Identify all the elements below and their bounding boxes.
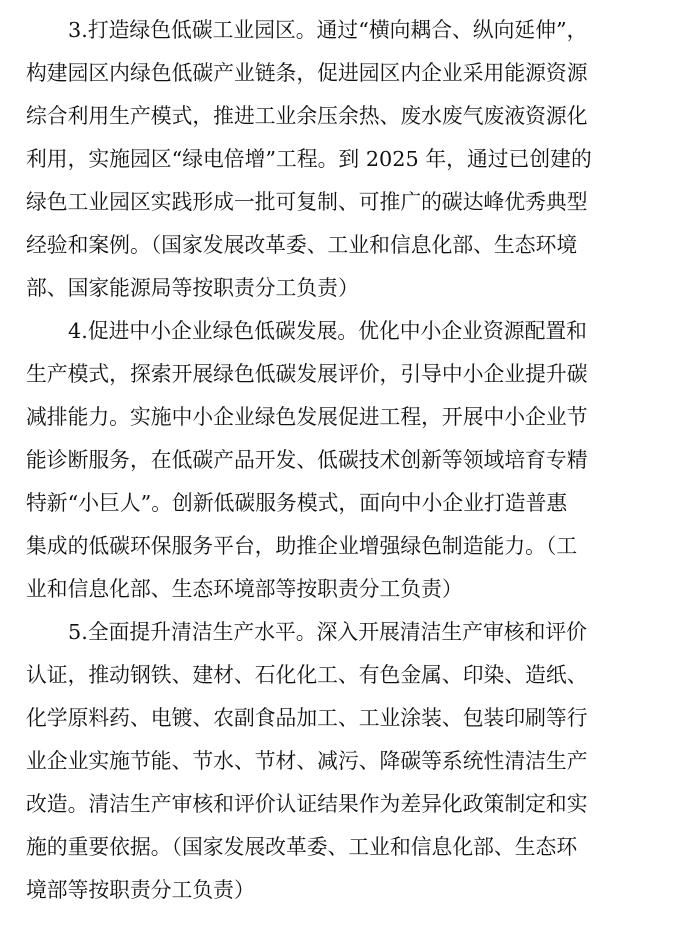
paragraph-2-line-3: 减排能力。实施中小企业绿色发展促进工程，开展中小企业节 (26, 405, 588, 429)
paragraph-3-line-2: 认证，推动钢铁、建材、石化化工、有色金属、印染、造纸、 (26, 663, 588, 687)
paragraph-2-line-5: 特新“小巨人”。创新低碳服务模式，面向中小企业打造普惠 (26, 491, 568, 515)
paragraph-2-line-1: 4.促进中小企业绿色低碳发展。优化中小企业资源配置和 (68, 319, 587, 343)
paragraph-3-line-1: 5.全面提升清洁生产水平。深入开展清洁生产审核和评价 (68, 620, 587, 644)
paragraph-1-line-1: 3.打造绿色低碳工业园区。通过“横向耦合、纵向延伸”， (68, 18, 588, 42)
paragraph-1-line-3: 综合利用生产模式，推进工业余压余热、废水废气废液资源化 (26, 104, 588, 128)
paragraph-1-line-7: 部、国家能源局等按职责分工负责） (26, 276, 359, 300)
paragraph-3-line-7: 境部等按职责分工负责） (26, 878, 255, 902)
paragraph-2-line-2: 生产模式，探索开展绿色低碳发展评价，引导中小企业提升碳 (26, 362, 588, 386)
paragraph-1-line-4: 利用，实施园区“绿电倍增”工程。到 2025 年，通过已创建的 (26, 147, 592, 171)
paragraph-3-line-4: 业企业实施节能、节水、节材、减污、降碳等系统性清洁生产 (26, 749, 588, 773)
paragraph-2-line-6: 集成的低碳环保服务平台，助推企业增强绿色制造能力。（工 (26, 534, 578, 558)
paragraph-3-line-6: 施的重要依据。（国家发展改革委、工业和信息化部、生态环 (26, 835, 578, 859)
paragraph-1-line-6: 经验和案例。（国家发展改革委、工业和信息化部、生态环境 (26, 233, 578, 257)
paragraph-2-line-7: 业和信息化部、生态环境部等按职责分工负责） (26, 577, 463, 601)
paragraph-1-line-5: 绿色工业园区实践形成一批可复制、可推广的碳达峰优秀典型 (26, 190, 588, 214)
paragraph-1-line-2: 构建园区内绿色低碳产业链条，促进园区内企业采用能源资源 (26, 61, 588, 85)
paragraph-3-line-3: 化学原料药、电镀、农副食品加工、工业涂装、包装印刷等行 (26, 706, 588, 730)
paragraph-3-line-5: 改造。清洁生产审核和评价认证结果作为差异化政策制定和实 (26, 792, 588, 816)
paragraph-2-line-4: 能诊断服务，在低碳产品开发、低碳技术创新等领域培育专精 (26, 448, 588, 472)
